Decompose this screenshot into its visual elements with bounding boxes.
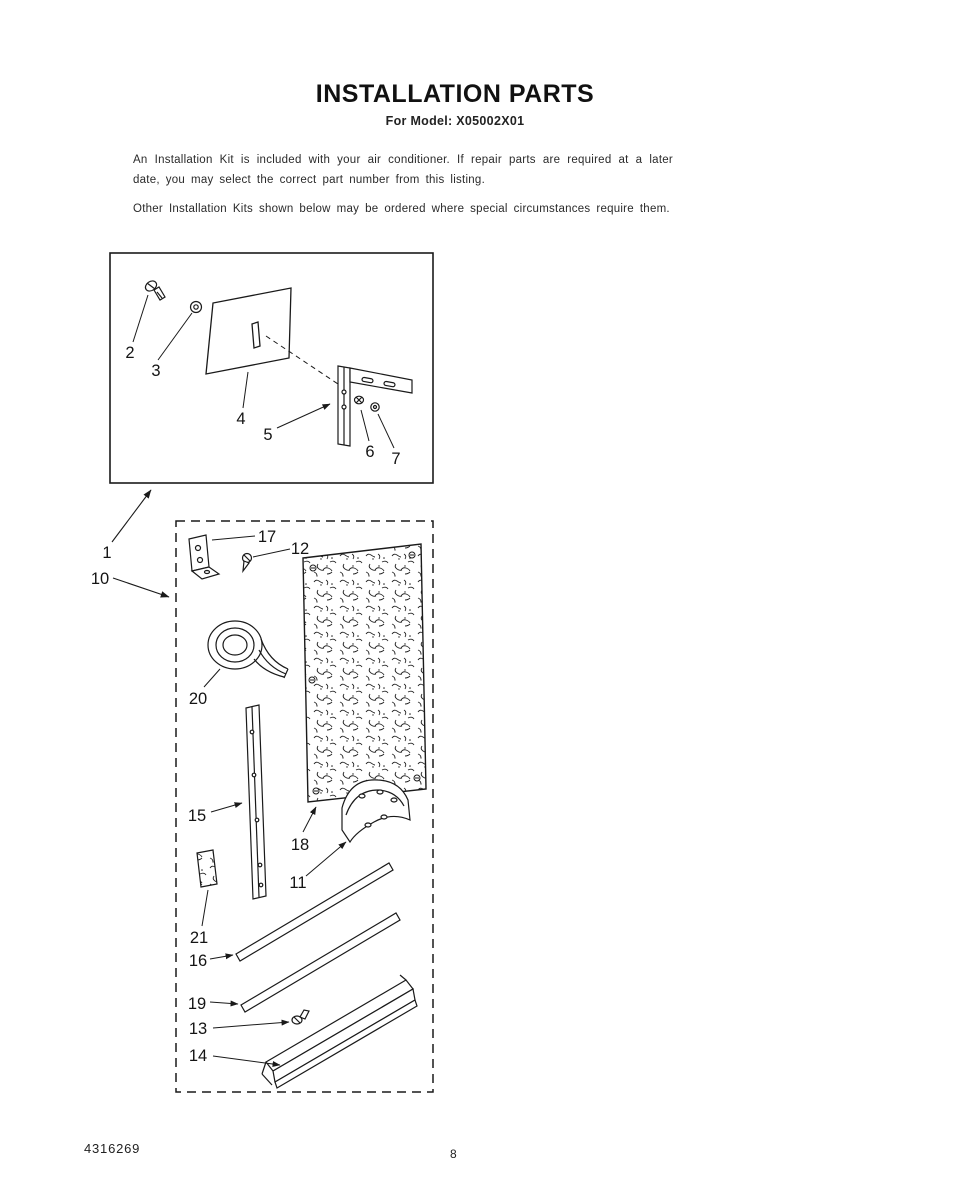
callout-2: 2 [125,344,135,362]
callout-10: 10 [90,570,110,588]
callout-18: 18 [290,836,310,854]
leader-line-15 [211,803,242,812]
leader-line-1 [112,490,151,542]
callout-20: 20 [188,690,208,708]
leader-line-21 [202,890,208,926]
part-4-support-plate [206,288,291,374]
part-11-curved-bracket [342,780,410,842]
callout-5: 5 [263,426,273,444]
intro-paragraph-1: An Installation Kit is included with your air conditioner. If repair parts are required at a later date, you may select the correct part number from this listing. [133,154,673,187]
leader-line-18 [303,807,316,832]
leader-line-6 [361,410,369,441]
leader-line-5 [277,404,330,428]
part-17-angle-bracket [189,535,219,579]
callout-7: 7 [391,450,401,468]
model-subtitle: For Model: X05002X01 [385,114,525,128]
leader-line-13 [213,1022,289,1028]
page-title: INSTALLATION PARTS [315,80,595,108]
callout-3: 3 [151,362,161,380]
intro-text [133,150,673,228]
leader-line-10 [113,578,169,597]
leader-line-17 [212,536,255,540]
callout-19: 19 [187,995,207,1013]
part-21-foam-block [197,850,217,887]
leader-line-12 [253,549,290,557]
leader-line-2 [133,295,148,342]
part-3-washer [191,302,202,313]
part-13-screw [292,1010,309,1024]
callout-21: 21 [189,929,209,947]
part-14-sill-channel [262,975,417,1088]
publication-number: 4316269 [84,1141,141,1156]
callout-4: 4 [236,410,246,428]
part-12-screw [243,554,252,572]
callout-1: 1 [102,544,112,562]
leader-line-4 [243,372,248,408]
part-2-screw [144,279,165,300]
leader-line-7 [378,414,394,448]
intro-paragraph-2: Other Installation Kits shown below may be ordered where special circumstances require them. [133,203,670,216]
callout-14: 14 [188,1047,208,1065]
callout-13: 13 [188,1020,208,1038]
parts-diagram [0,240,958,1100]
callout-15: 15 [187,807,207,825]
part-15-channel [246,705,266,899]
part-6-screw [355,396,364,404]
leader-line-3 [158,313,192,360]
leader-line-11 [306,842,346,876]
page-heading [0,80,910,128]
callout-12: 12 [290,540,310,558]
callout-16: 16 [188,952,208,970]
leader-line-20 [204,669,220,687]
leader-line-16 [210,955,233,959]
callout-17: 17 [257,528,277,546]
page-number: 8 [450,1147,457,1161]
part-18-foam-panel [303,544,426,802]
callout-6: 6 [365,443,375,461]
callout-11: 11 [289,874,307,892]
part-7-nut [371,403,379,411]
leader-line-19 [210,1002,238,1004]
